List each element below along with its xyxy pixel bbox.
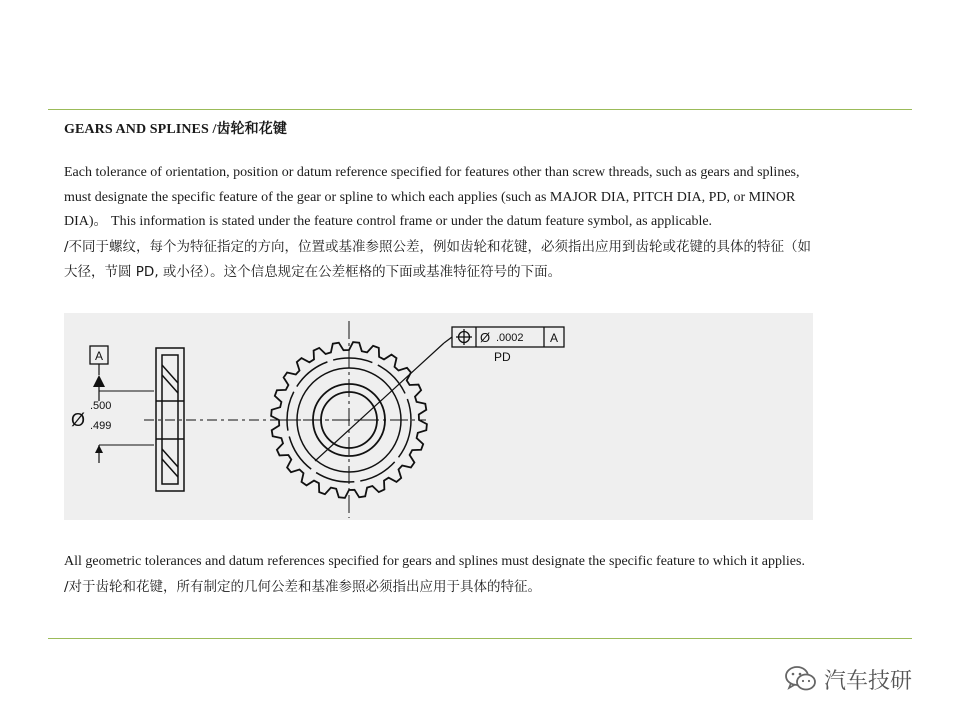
fcf-datum: A — [549, 331, 559, 345]
datum-triangle — [93, 375, 105, 387]
watermark-text: 汽车技研 — [824, 668, 913, 694]
fcf-note-pd: PD — [494, 350, 511, 364]
section-heading: GEARS AND SPLINES /齿轮和花键 — [64, 122, 287, 137]
bottom-divider — [48, 638, 912, 639]
top-divider — [48, 109, 912, 110]
paragraph-1 — [64, 161, 824, 286]
paragraph-1-english: Each tolerance of orientation, position or datum reference specified for features other than screw threads, such as gears and splines, must designate the specific feature of the gear or spline to which each applies (such as MAJOR DIA, PITCH DIA, PD, or MINOR DIA)。 This information is stated under the feature control frame or under the datum feature symbol, as applicable. — [64, 165, 800, 229]
gear-drawing — [64, 313, 813, 520]
paragraph-2-chinese: /对于齿轮和花键，所有制定的几何公差和基准参照必须指出应用于具体的特征。 — [64, 578, 542, 595]
paragraph-1-chinese: /不同于螺纹，每个为特征指定的方向，位置或基准参照公差，例如齿轮和花键，必须指出应用到齿轮或花键的具体的特征（如大径，节圆 PD, 或小径）。这个信息规定在公差框格的下面或基准特征符号的下面。 — [64, 238, 812, 280]
paragraph-2 — [64, 550, 824, 600]
dimension-lower: .499 — [90, 420, 112, 432]
gear-drawing-figure — [64, 313, 813, 520]
wechat-icon — [784, 665, 818, 693]
watermark — [784, 660, 912, 698]
dimension-upper: .500 — [90, 400, 112, 412]
diameter-symbol: Ø — [71, 410, 86, 430]
fcf-diameter-symbol: Ø — [480, 330, 491, 345]
fcf-tolerance: .0002 — [496, 332, 524, 344]
paragraph-2-english: All geometric tolerances and datum references specified for gears and splines must designate the specific feature to which it applies. — [64, 554, 805, 569]
datum-letter: A — [94, 349, 104, 363]
